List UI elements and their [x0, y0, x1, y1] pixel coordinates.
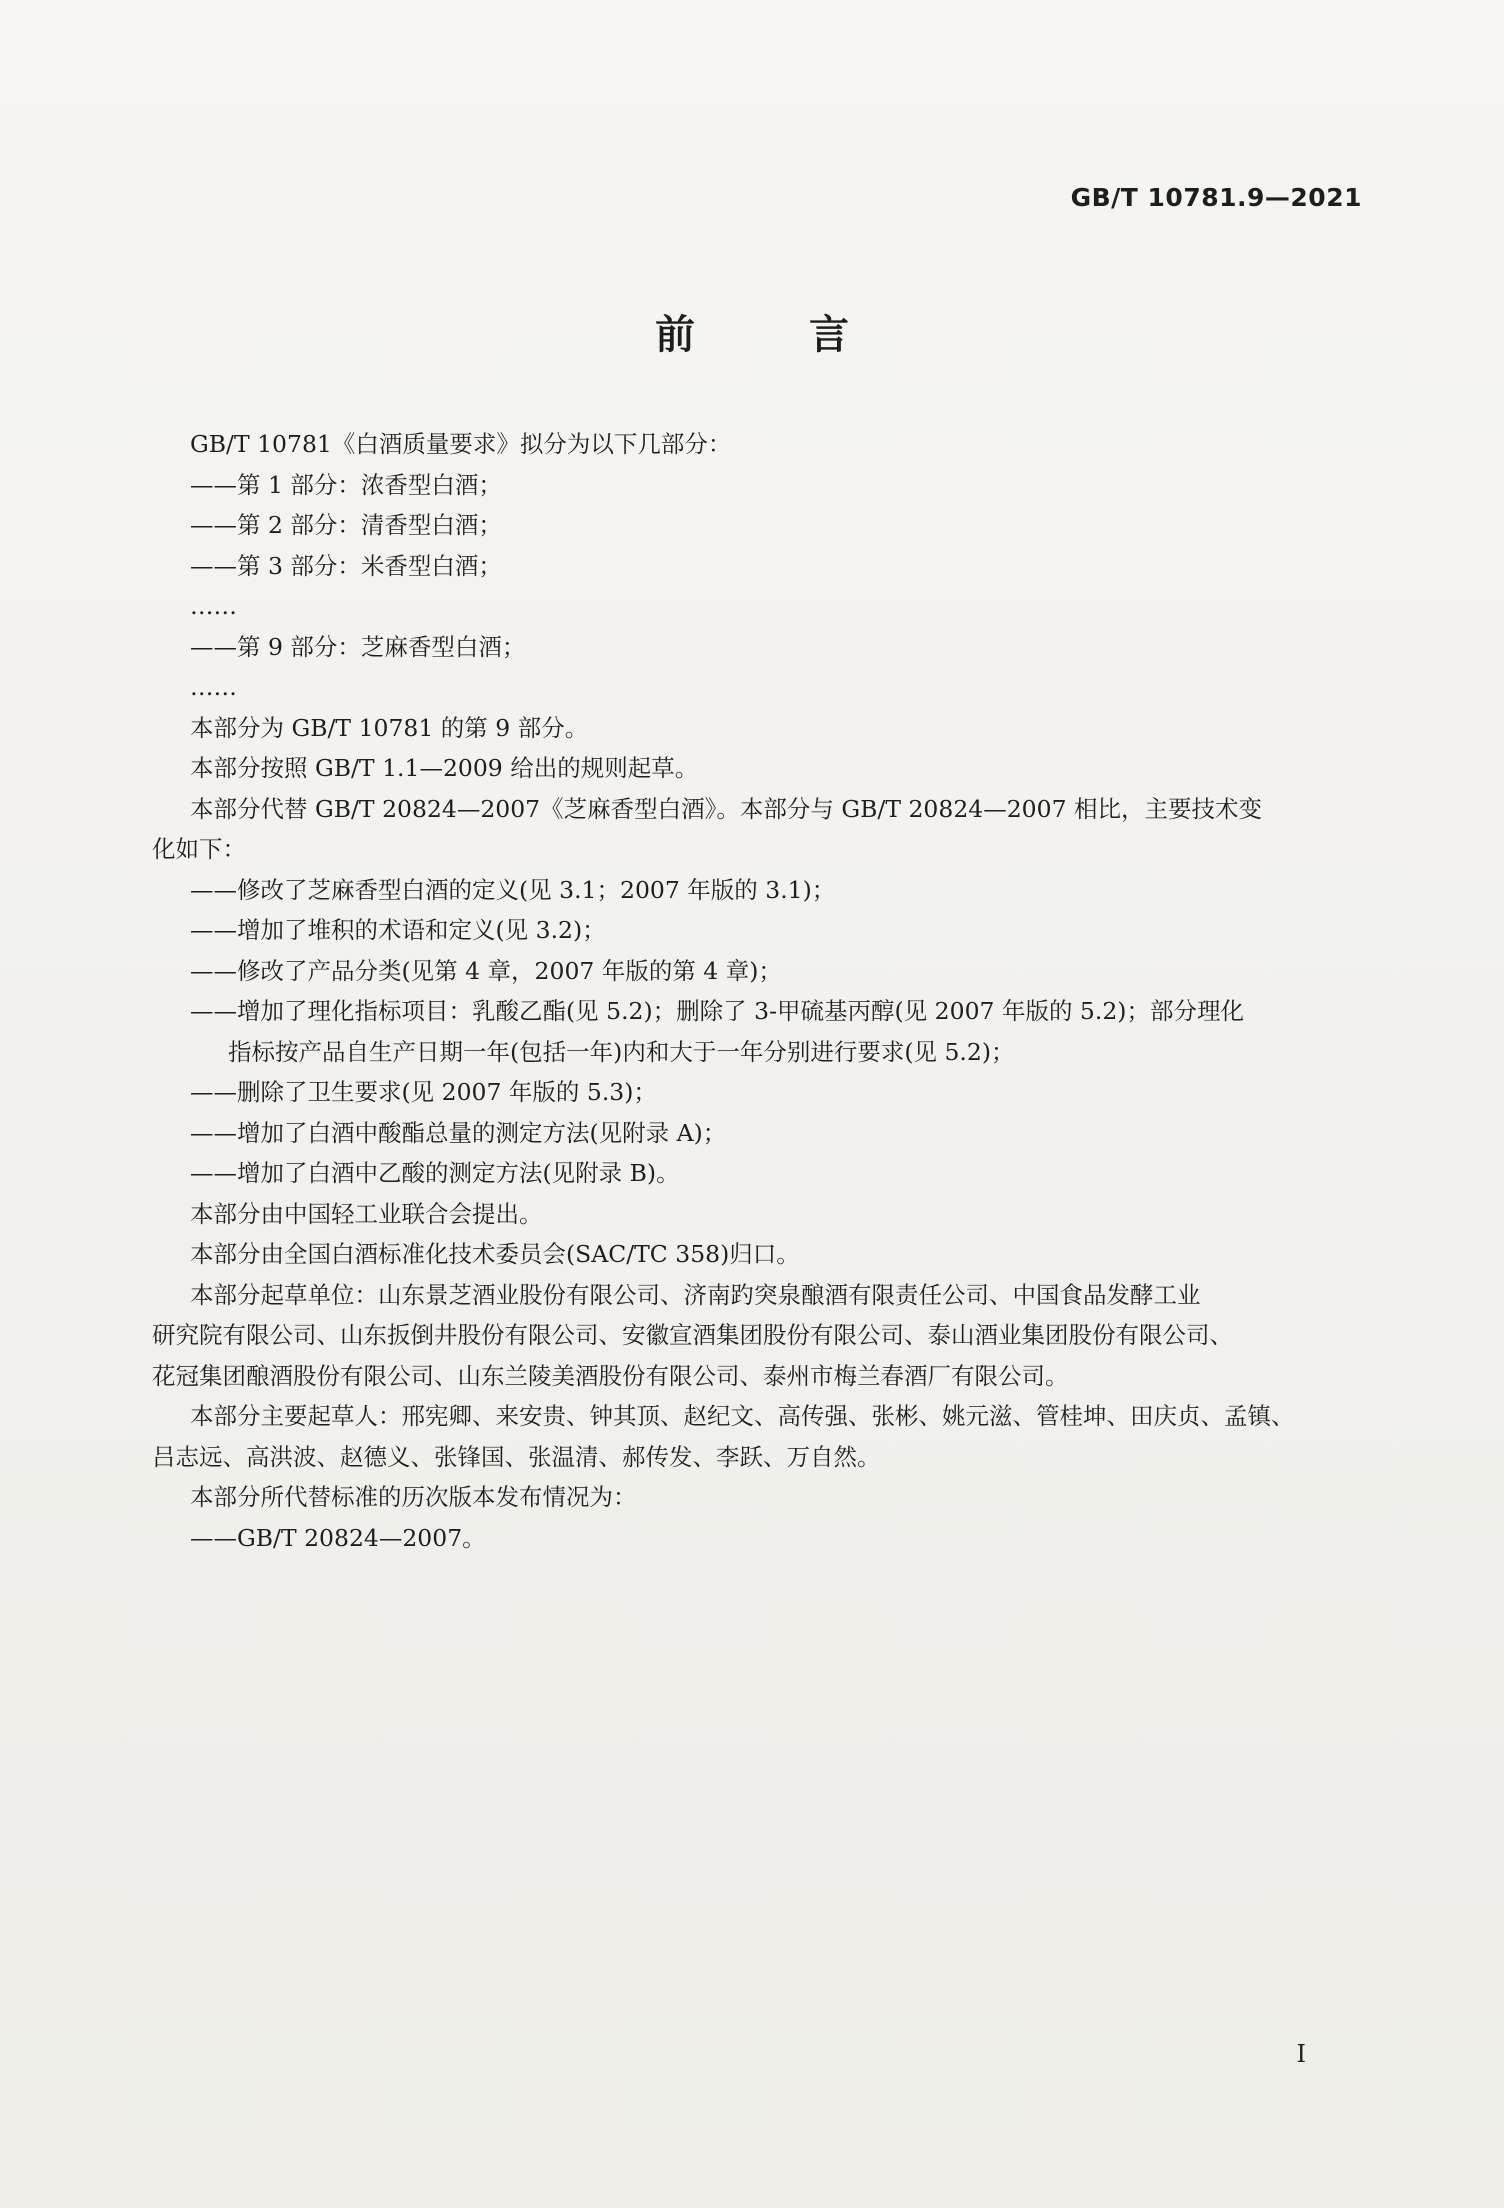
paragraph-line: 本部分按照 GB/T 1.1—2009 给出的规则起草。	[190, 754, 699, 782]
ellipsis-line: ……	[190, 592, 237, 620]
change-list-item: ——增加了堆积的术语和定义(见 3.2)；	[190, 916, 606, 944]
drafters-line: 吕志远、高洪波、赵德义、张锋国、张温清、郝传发、李跃、万自然。	[152, 1442, 881, 1471]
foreword-heading: 前 言	[655, 312, 899, 358]
version-history-item: ——GB/T 20824—2007。	[190, 1523, 486, 1552]
change-list-item: ——修改了芝麻香型白酒的定义(见 3.1；2007 年版的 3.1)；	[190, 875, 836, 904]
part-list-item: ——第 9 部分：芝麻香型白酒；	[190, 632, 526, 661]
change-list-item: ——增加了白酒中酸酯总量的测定方法(见附录 A)；	[190, 1118, 727, 1147]
paragraph-line: 本部分由中国轻工业联合会提出。	[190, 1199, 543, 1228]
standard-code: GB/T 10781.9—2021	[1070, 183, 1362, 212]
drafting-units-line: 本部分起草单位：山东景芝酒业股份有限公司、济南趵突泉酿酒有限责任公司、中国食品发酵工业	[190, 1280, 1201, 1309]
change-list-item: ——增加了白酒中乙酸的测定方法(见附录 B)。	[190, 1159, 680, 1187]
change-list-item: ——修改了产品分类(见第 4 章，2007 年版的第 4 章)；	[190, 956, 782, 985]
drafting-units-line: 花冠集团酿酒股份有限公司、山东兰陵美酒股份有限公司、泰州市梅兰春酒厂有限公司。	[152, 1361, 1069, 1390]
page-number: I	[1296, 2040, 1306, 2068]
part-list-item: ——第 2 部分：清香型白酒；	[190, 511, 502, 539]
part-list-item: ——第 3 部分：米香型白酒；	[190, 551, 502, 580]
paragraph-line: 本部分所代替标准的历次版本发布情况为：	[190, 1483, 637, 1511]
paragraph-line: 本部分为 GB/T 10781 的第 9 部分。	[190, 713, 589, 742]
paragraph-line: 本部分由全国白酒标准化技术委员会(SAC/TC 358)归口。	[190, 1240, 800, 1268]
foreword-body	[152, 424, 1350, 1558]
paragraph-line: 化如下：	[152, 835, 246, 863]
drafters-line: 本部分主要起草人：邢宪卿、来安贵、钟其顶、赵纪文、高传强、张彬、姚元滋、管桂坤、田庆贞、孟镇、	[190, 1402, 1295, 1430]
ellipsis-line: ……	[190, 673, 237, 701]
change-list-item: ——删除了卫生要求(见 2007 年版的 5.3)；	[190, 1078, 657, 1106]
paragraph-line: 本部分代替 GB/T 20824—2007《芝麻香型白酒》。本部分与 GB/T 20824—2007 相比，主要技术变	[190, 794, 1262, 823]
change-list-item: ——增加了理化指标项目：乳酸乙酯(见 5.2)；删除了 3-甲硫基丙醇(见 2007 年版的 5.2)；部分理化	[190, 997, 1244, 1025]
part-list-item: ——第 1 部分：浓香型白酒；	[190, 470, 502, 499]
intro-line: GB/T 10781《白酒质量要求》拟分为以下几部分：	[190, 430, 732, 458]
drafting-units-line: 研究院有限公司、山东扳倒井股份有限公司、安徽宣酒集团股份有限公司、泰山酒业集团股份有限公司、	[152, 1321, 1233, 1349]
change-list-item-continued: 指标按产品自生产日期一年(包括一年)内和大于一年分别进行要求(见 5.2)；	[228, 1037, 1015, 1066]
